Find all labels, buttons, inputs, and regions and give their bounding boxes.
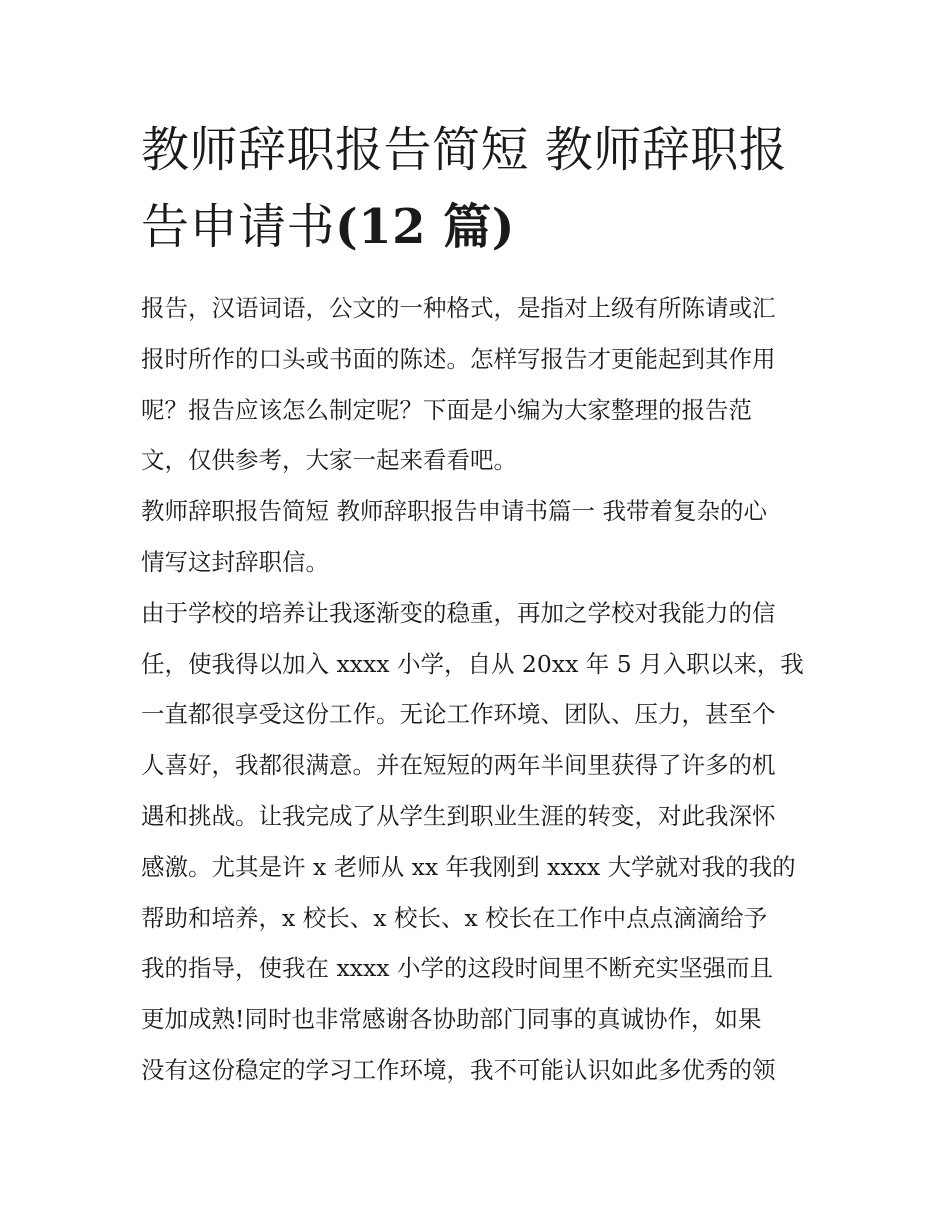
document-page [141, 112, 816, 1096]
text-line: 教师辞职报告简短 教师辞职报告申请书篇一 我带着复杂的心 [141, 497, 767, 526]
title-line-2-count: (12 篇) [335, 199, 515, 255]
text-line: 遇和挑战。让我完成了从学生到职业生涯的转变，对此我深怀 [141, 801, 776, 830]
title-line-1: 教师辞职报告简短 教师辞职报 [141, 122, 788, 178]
paragraph-intro [141, 283, 816, 486]
title-line-2 [141, 189, 816, 266]
document-body [141, 283, 816, 1096]
text-line: 人喜好，我都很满意。并在短短的两年半间里获得了许多的机 [141, 751, 776, 780]
text-line: 帮助和培养，x 校长、x 校长、x 校长在工作中点点滴滴给予 [141, 903, 768, 932]
text-line: 一直都很享受这份工作。无论工作环境、团队、压力，甚至个 [141, 700, 776, 729]
text-line: 感激。尤其是许 x 老师从 xx 年我刚到 xxxx 大学就对我的我的 [141, 852, 796, 881]
title-line-2-text: 告申请书 [141, 199, 336, 255]
text-line: 文，仅供参考，大家一起来看看吧。 [141, 446, 517, 475]
text-line: 情写这封辞职信。 [141, 547, 329, 576]
paragraph-heading-one [141, 486, 816, 588]
paragraph-letter-body [141, 588, 816, 1096]
text-line: 呢？报告应该怎么制定呢？下面是小编为大家整理的报告范 [141, 395, 752, 424]
text-line: 没有这份稳定的学习工作环境，我不可能认识如此多优秀的领 [141, 1055, 776, 1084]
text-line: 更加成熟!同时也非常感谢各协助部门同事的真诚协作，如果 [141, 1005, 762, 1034]
text-line: 报告，汉语词语，公文的一种格式，是指对上级有所陈请或汇 [141, 294, 776, 322]
text-line: 由于学校的培养让我逐渐变的稳重，再加之学校对我能力的信 [141, 598, 776, 627]
text-line: 报时所作的口头或书面的陈述。怎样写报告才更能起到其作用 [141, 344, 776, 373]
document-title [141, 112, 816, 266]
text-line: 任，使我得以加入 xxxx 小学，自从 20xx 年 5 月入职以来，我 [141, 649, 804, 678]
text-line: 我的指导，使我在 xxxx 小学的这段时间里不断充实坚强而且 [141, 954, 773, 983]
